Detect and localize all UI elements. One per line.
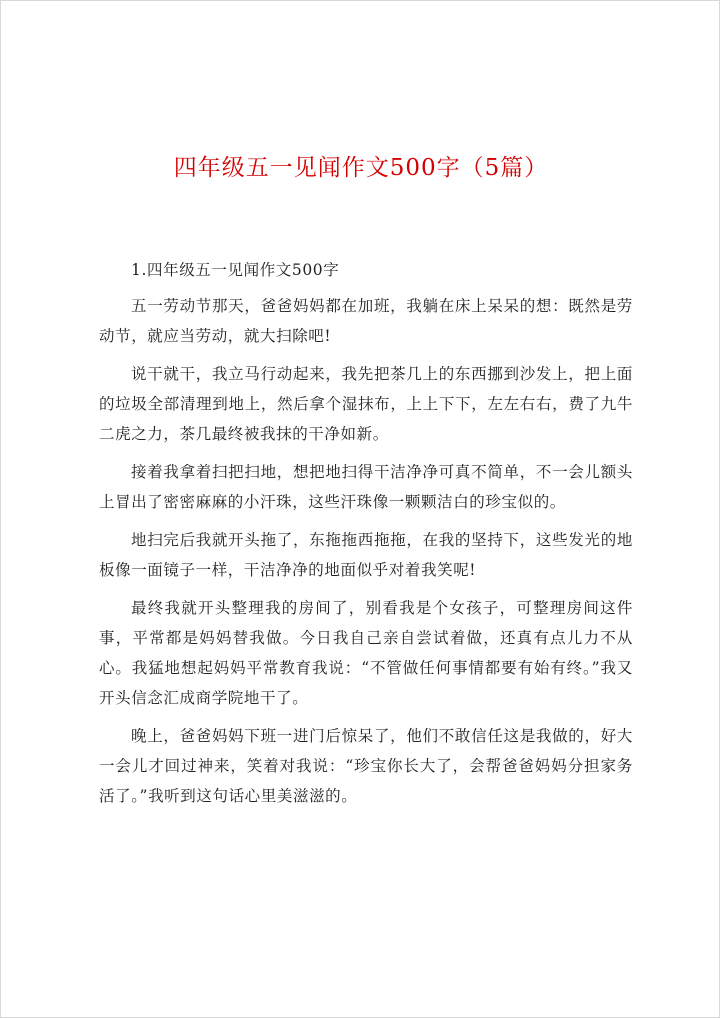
document-title: 四年级五一见闻作文500字（5篇） [173,155,549,181]
section-heading: 1.四年级五一见闻作文500字 [131,261,340,279]
article-body [99,255,633,819]
paragraph-6: 晚上，爸爸妈妈下班一进门后惊呆了，他们不敢信任这是我做的，好大一会儿才回过神来，笑着对我说：“珍宝你长大了，会帮爸爸妈妈分担家务活了。”我听到这句话心里美滋滋的。 [99,727,633,805]
paragraph-2: 说干就干，我立马行动起来，我先把茶几上的东西挪到沙发上，把上面的垃圾全部清理到地上，然后拿个湿抹布，上上下下，左左右右，费了九牛二虎之力，茶几最终被我抹的干净如新。 [99,365,633,443]
paragraph-3: 接着我拿着扫把扫地，想把地扫得干洁净净可真不简单，不一会儿额头上冒出了密密麻麻的小汗珠，这些汗珠像一颗颗洁白的珍宝似的。 [99,463,633,511]
paragraph-4: 地扫完后我就开头拖了，东拖拖西拖拖，在我的坚持下，这些发光的地板像一面镜子一样，干洁净净的地面似乎对着我笑呢! [99,531,633,579]
paragraph-1: 五一劳动节那天，爸爸妈妈都在加班，我躺在床上呆呆的想：既然是劳动节，就应当劳动，就大扫除吧! [99,297,633,345]
paragraph-5: 最终我就开头整理我的房间了，别看我是个女孩子，可整理房间这件事，平常都是妈妈替我做。今日我自己亲自尝试着做，还真有点儿力不从心。我猛地想起妈妈平常教育我说：“不管做任何事情都要有始有终。”我又开头信念汇成商学院地干了。 [99,599,633,707]
